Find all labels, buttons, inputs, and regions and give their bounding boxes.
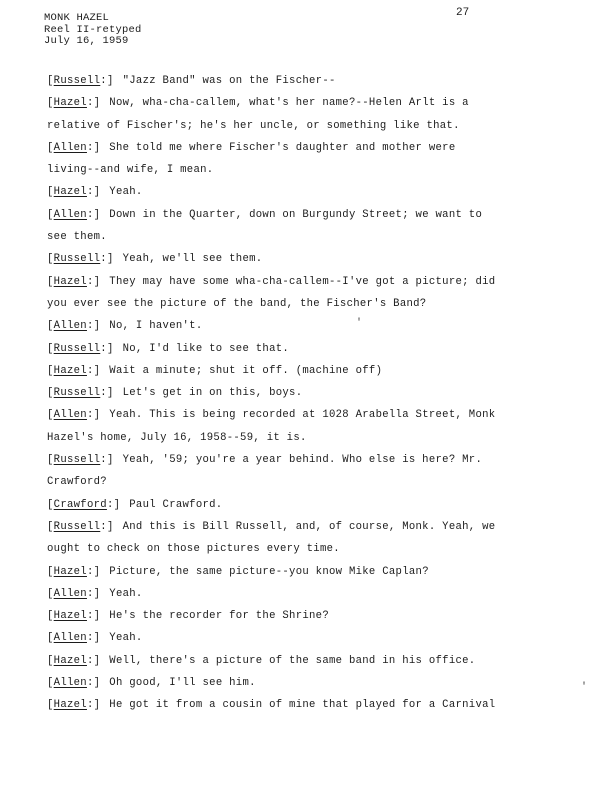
speaker-name: Hazel — [53, 565, 87, 578]
transcript-line — [47, 676, 567, 698]
speaker-name: Russell — [53, 75, 101, 87]
line-text: "Jazz Band" was on the Fischer-- — [122, 75, 336, 87]
line-text: He's the recorder for the Shrine? — [109, 610, 329, 623]
speaker-tag: [Hazel:] — [47, 699, 101, 712]
speaker-tag: [Russell:] — [47, 253, 114, 266]
transcript-line — [47, 386, 567, 408]
line-text: Down in the Quarter, down on Burgundy Street; we want to — [109, 208, 483, 221]
line-text: Yeah. This is being recorded at 1028 Arabella Street, Monk — [109, 409, 496, 422]
transcript-line — [47, 631, 567, 653]
transcript-continuation-line — [47, 542, 567, 564]
speaker-name: Hazel — [53, 610, 87, 623]
speaker-tag: [Allen:] — [47, 320, 101, 333]
transcript-line — [47, 698, 567, 720]
line-text: Yeah, we'll see them. — [122, 253, 263, 266]
header-line-interviewee: MONK HAZEL — [44, 12, 110, 24]
speaker-name: Russell — [53, 387, 101, 400]
line-text: No, I'd like to see that. — [122, 342, 290, 355]
speaker-tag: [Allen:] — [47, 677, 101, 690]
transcript-line — [47, 275, 567, 297]
line-text: Yeah. — [109, 632, 143, 645]
transcript-continuation-line — [47, 475, 567, 497]
speaker-tag: [Russell:] — [47, 75, 114, 87]
speaker-name: Allen — [53, 208, 87, 221]
speaker-name: Hazel — [53, 97, 87, 110]
speaker-name: Hazel — [53, 654, 87, 667]
line-text: And this is Bill Russell, and, of course, Monk. Yeah, we — [122, 520, 496, 533]
line-text: relative of Fischer's; he's her uncle, or something like that. — [47, 119, 460, 132]
speaker-tag: [Hazel:] — [47, 364, 101, 377]
transcript-continuation-line — [47, 431, 567, 453]
stray-mark: ' — [356, 318, 363, 329]
speaker-name: Russell — [53, 253, 101, 266]
line-text: Yeah. — [109, 186, 143, 199]
line-text: Paul Crawford. — [129, 498, 223, 511]
transcript-line — [47, 185, 567, 207]
transcript-line — [47, 141, 567, 163]
line-text: Yeah, '59; you're a year behind. Who else is here? Mr. — [122, 454, 483, 467]
transcript-line — [47, 96, 567, 118]
line-text: Now, wha-cha-callem, what's her name?--Helen Arlt is a — [109, 97, 469, 110]
speaker-name: Crawford — [53, 498, 107, 511]
line-text: They may have some wha-cha-callem--I've got a picture; did — [109, 275, 496, 288]
transcript-line — [47, 453, 567, 475]
transcript-body — [47, 74, 567, 721]
speaker-name: Allen — [53, 320, 87, 333]
transcript-line — [47, 74, 567, 96]
line-text: Well, there's a picture of the same band in his office. — [109, 654, 476, 667]
transcript-continuation-line — [47, 119, 567, 141]
speaker-tag: [Hazel:] — [47, 610, 101, 623]
transcript-line — [47, 319, 567, 341]
transcript-continuation-line — [47, 163, 567, 185]
transcript-line — [47, 654, 567, 676]
transcript-line — [47, 587, 567, 609]
line-text: you ever see the picture of the band, the Fischer's Band? — [47, 297, 427, 310]
speaker-tag: [Hazel:] — [47, 97, 101, 110]
speaker-tag: [Hazel:] — [47, 275, 101, 288]
transcript-line — [47, 520, 567, 542]
speaker-tag: [Russell:] — [47, 342, 114, 355]
page-number: 27 — [456, 7, 470, 19]
speaker-name: Russell — [53, 342, 101, 355]
transcript-continuation-line — [47, 297, 567, 319]
line-text: see them. — [47, 231, 107, 244]
line-text: Yeah. — [109, 587, 143, 600]
header-line-date: July 16, 1959 — [44, 35, 129, 47]
speaker-name: Allen — [53, 409, 87, 422]
speaker-tag: [Allen:] — [47, 208, 101, 221]
speaker-tag: [Allen:] — [47, 587, 101, 600]
line-text: He got it from a cousin of mine that played for a Carnival — [109, 699, 496, 712]
line-text: Crawford? — [47, 476, 107, 489]
transcript-line — [47, 364, 567, 386]
line-text: ought to check on those pictures every time. — [47, 543, 340, 556]
speaker-name: Allen — [53, 677, 87, 690]
line-text: Oh good, I'll see him. — [109, 677, 256, 690]
speaker-tag: [Allen:] — [47, 409, 101, 422]
transcript-line — [47, 252, 567, 274]
speaker-name: Hazel — [53, 699, 87, 712]
line-text: living--and wife, I mean. — [47, 164, 214, 177]
speaker-tag: [Allen:] — [47, 632, 101, 645]
speaker-name: Hazel — [53, 186, 87, 199]
transcript-continuation-line — [47, 230, 567, 252]
transcript-line — [47, 565, 567, 587]
speaker-tag: [Hazel:] — [47, 654, 101, 667]
speaker-name: Hazel — [53, 275, 87, 288]
speaker-tag: [Russell:] — [47, 454, 114, 467]
speaker-tag: [Hazel:] — [47, 565, 101, 578]
speaker-name: Allen — [53, 632, 87, 645]
transcript-line — [47, 208, 567, 230]
line-text: Hazel's home, July 16, 1958--59, it is. — [47, 431, 307, 444]
document-header — [44, 13, 142, 48]
transcript-line — [47, 609, 567, 631]
line-text: No, I haven't. — [109, 320, 203, 333]
speaker-name: Allen — [53, 587, 87, 600]
line-text: Let's get in on this, boys. — [122, 387, 303, 400]
speaker-tag: [Russell:] — [47, 520, 114, 533]
speaker-name: Allen — [53, 141, 87, 154]
speaker-name: Russell — [53, 520, 101, 533]
speaker-tag: [Russell:] — [47, 387, 114, 400]
transcript-line — [47, 342, 567, 364]
transcript-line — [47, 498, 567, 520]
speaker-tag: [Hazel:] — [47, 186, 101, 199]
speaker-tag: [Crawford:] — [47, 498, 121, 511]
line-text: Picture, the same picture--you know Mike Caplan? — [109, 565, 429, 578]
speaker-tag: [Allen:] — [47, 141, 101, 154]
header-line-reel: Reel II-retyped — [44, 23, 142, 36]
stray-mark: ' — [581, 682, 588, 693]
speaker-name: Hazel — [53, 364, 87, 377]
transcript-line — [47, 408, 567, 430]
line-text: She told me where Fischer's daughter and mother were — [109, 141, 456, 154]
line-text: Wait a minute; shut it off. (machine off) — [109, 364, 383, 377]
speaker-name: Russell — [53, 454, 101, 467]
